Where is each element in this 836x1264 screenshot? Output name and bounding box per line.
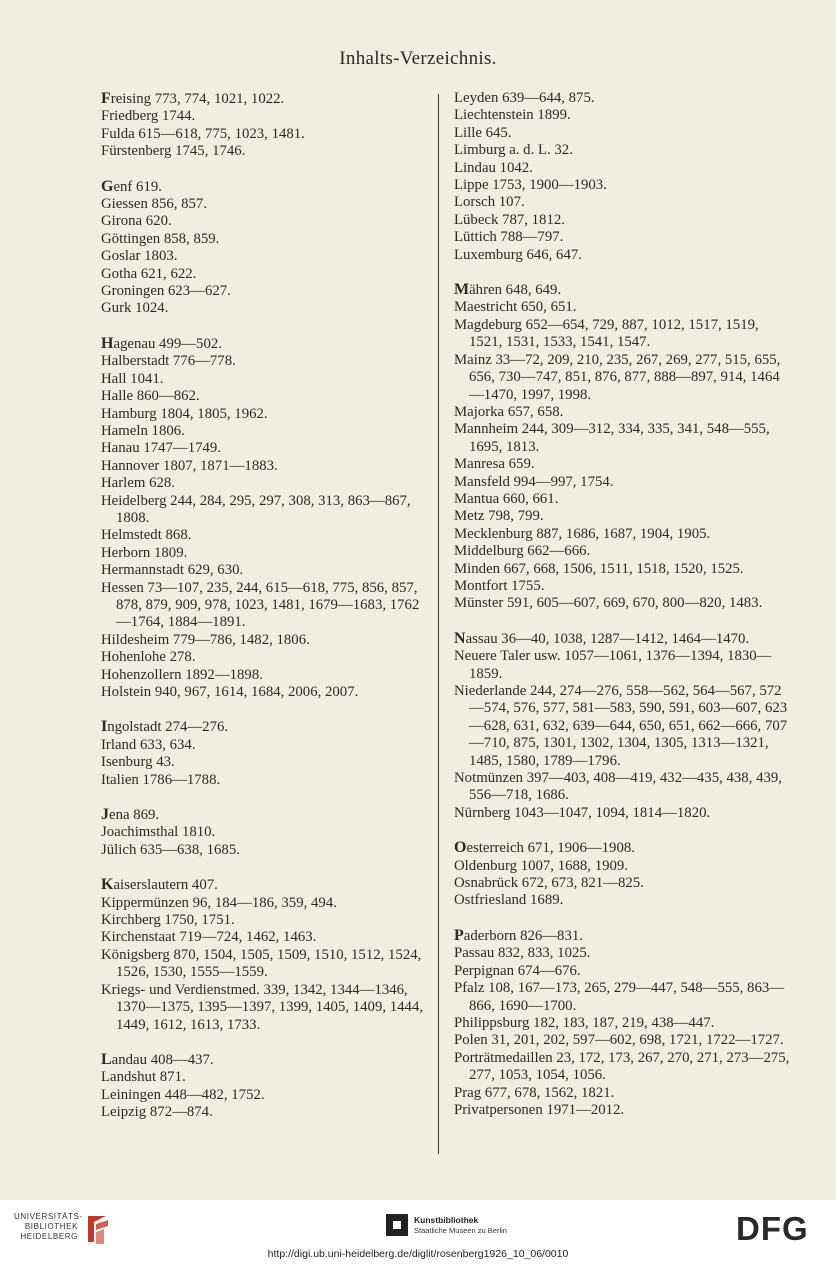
index-group [101,806,426,859]
index-entry [101,178,426,196]
entry-text: Lippe 1753, 1900—1903. [454,177,607,194]
index-entry [101,562,426,579]
entry-text: andau 408—437. [111,1051,214,1068]
index-entry [101,982,426,1034]
index-entry [454,980,794,1015]
initial-letter: I [101,718,108,736]
entry-text: ena 869. [109,807,160,824]
entry-text: ngolstadt 274—276. [107,719,229,736]
library-logo-line: BIBLIOTHEK [24,1222,78,1231]
index-entry [101,143,426,160]
entry-text: Halle 860—862. [101,388,200,405]
entry-text: Notmünzen 397—403, 408—419, 432—435, 438, 439, 556—718, 1686. [454,770,782,804]
index-entry [101,842,426,859]
entry-text: Hohenzollern 1892—1898. [101,666,263,683]
entry-text: Neuere Taler usw. 1057—1061, 1376—1394, 1830—1859. [454,648,772,682]
entry-text: Hessen 73—107, 235, 244, 615—618, 775, 856, 857, 878, 879, 909, 978, 1023, 1481, 1679—1683, 1762—1764, 1884—1891. [101,579,420,631]
entry-text: Hannover 1807, 1871—1883. [101,457,278,474]
initial-letter: H [101,334,114,352]
page-title: Inhalts-Verzeichnis. [339,48,497,69]
entry-text: Lindau 1042. [454,159,533,176]
index-entry [454,839,794,857]
permalink-url[interactable]: http://digi.ub.uni-heidelberg.de/diglit/rosenberg1926_10_06/0010 [267,1248,569,1260]
index-entry [101,406,426,423]
index-entry [454,683,794,770]
entry-text: Leyden 639—644, 875. [454,90,595,106]
entry-text: Italien 1786—1788. [101,771,221,788]
entry-text: Liechtenstein 1899. [454,107,571,124]
index-entry [454,352,794,404]
entry-text: Münster 591, 605—607, 669, 670, 800—820, 1483. [454,595,763,612]
index-entry [454,474,794,491]
index-entry [454,1085,794,1102]
index-entry [454,945,794,962]
entry-text: assau 36—40, 1038, 1287—1412, 1464—1470. [465,630,750,647]
index-entry [101,493,426,528]
index-entry [101,283,426,300]
entry-text: Oldenburg 1007, 1688, 1909. [454,857,628,874]
entry-text: Leipzig 872—874. [101,1104,213,1121]
entry-text: Pfalz 108, 167—173, 265, 279—447, 548—555, 863—866, 1690—1700. [454,980,785,1014]
index-entry [454,508,794,525]
index-group [101,335,426,702]
library-logo[interactable] [14,1212,124,1242]
entry-text: aiserslautern 407. [113,877,218,894]
entry-text: Harlem 628. [101,475,175,492]
entry-text: Lorsch 107. [454,194,525,211]
entry-text: Minden 667, 668, 1506, 1511, 1518, 1520, 1525. [454,560,744,577]
index-entry [454,858,794,875]
index-entry [101,824,426,841]
entry-text: Mannheim 244, 309—312, 334, 335, 341, 548—555, 1695, 1813. [454,421,770,455]
entry-text: Mecklenburg 887, 1686, 1687, 1904, 1905. [454,525,711,542]
index-entry [454,595,794,612]
index-entry [454,125,794,142]
entry-text: Göttingen 858, 859. [101,230,220,247]
index-entry [101,684,426,701]
entry-text: Herborn 1809. [101,544,188,561]
initial-letter: K [101,876,114,894]
index-entry [101,108,426,125]
entry-text: Hermannstadt 629, 630. [101,562,244,579]
index-entry [454,90,794,107]
entry-text: Lüttich 788—797. [454,229,564,246]
index-entry [101,1087,426,1104]
entry-text: Hanau 1747—1749. [101,440,222,457]
entry-text: Giessen 856, 857. [101,196,208,213]
index-entry [454,875,794,892]
index-entry [101,772,426,789]
entry-text: Prag 677, 678, 1562, 1821. [454,1084,615,1101]
library-logo-line: UNIVERSITÄTS- [14,1212,83,1221]
entry-text: Halberstadt 776—778. [101,353,236,370]
entry-text: Porträtmedaillen 23, 172, 173, 267, 270, 271, 273—275, 277, 1053, 1054, 1056. [454,1049,790,1084]
index-group [101,1051,426,1122]
index-entry [454,892,794,909]
entry-text: Gotha 621, 622. [101,265,197,282]
initial-letter: N [454,629,466,647]
index-entry [101,580,426,632]
index-entry [454,456,794,473]
entry-text: Perpignan 674—676. [454,962,581,979]
index-entry [454,543,794,560]
index-entry [454,107,794,124]
entry-text: Gurk 1024. [101,300,169,317]
entry-text: Lille 645. [454,124,512,141]
index-entry [101,737,426,754]
entry-text: Middelburg 662—666. [454,543,591,560]
entry-text: Luxemburg 646, 647. [454,246,582,263]
entry-text: Montfort 1755. [454,577,545,594]
index-entry [101,718,426,736]
index-entry [101,126,426,143]
index-entry [454,229,794,246]
index-group [454,281,794,613]
index-entry [454,160,794,177]
index-entry [454,404,794,421]
index-entry [101,545,426,562]
entry-text: Hamburg 1804, 1805, 1962. [101,405,268,422]
entry-text: Nürnberg 1043—1047, 1094, 1814—1820. [454,804,711,821]
index-entry [101,248,426,265]
index-entry [454,1050,794,1085]
entry-text: Kriegs- und Verdienstmed. 339, 1342, 1344—1346, 1370—1375, 1395—1397, 1399, 1405, 1409, 1444, 1449, 1612, 1613, 1733. [101,981,424,1033]
index-entry [101,876,426,894]
index-entry [101,388,426,405]
index-entry [101,895,426,912]
initial-letter: M [454,281,470,299]
index-entry [454,142,794,159]
viewer-footer [0,1200,836,1264]
index-entry [454,1032,794,1049]
entry-text: Ostfriesland 1689. [454,892,564,909]
index-entry [101,754,426,771]
index-entry [454,561,794,578]
column-divider [438,94,439,1154]
entry-text: Isenburg 43. [101,754,175,771]
index-entry [454,491,794,508]
index-entry [454,1102,794,1119]
index-entry [101,649,426,666]
entry-text: Helmstedt 868. [101,527,192,544]
index-entry [101,1051,426,1069]
entry-text: Niederlande 244, 274—276, 558—562, 564—567, 572—574, 576, 577, 581—583, 590, 591, 603—607, 623—628, 631, 632, 639—644, 650, 651, 662—666, 707—710, 875, 1301, 1302, 1304, 1305, 1313—1321, 1485, 1580, 1789—1796. [454,683,788,769]
index-column-right [454,90,794,1119]
kunstbibliothek-mark-icon [386,1214,408,1236]
kunstbibliothek-title: Kunstbibliothek [414,1215,479,1225]
index-entry [454,212,794,229]
index-entry [454,630,794,648]
entry-text: Groningen 623—627. [101,283,231,300]
library-mark-icon [84,1214,110,1246]
index-entry [454,648,794,683]
entry-text: Holstein 940, 967, 1614, 1684, 2006, 2007. [101,684,359,700]
entry-text: Goslar 1803. [101,248,178,265]
entry-text: Kirchberg 1750, 1751. [101,912,235,929]
index-entry [454,1015,794,1032]
entry-text: Magdeburg 652—654, 729, 887, 1012, 1517, 1519, 1521, 1531, 1533, 1541, 1547. [454,316,759,351]
entry-text: Fürstenberg 1745, 1746. [101,143,246,160]
index-entry [101,475,426,492]
index-entry [101,458,426,475]
index-entry [101,353,426,370]
entry-text: esterreich 671, 1906—1908. [466,840,635,857]
index-entry [101,806,426,824]
index-entry [101,527,426,544]
index-entry [101,266,426,283]
entry-text: Leiningen 448—482, 1752. [101,1086,265,1103]
entry-text: Mantua 660, 661. [454,490,559,507]
entry-text: Maestricht 650, 651. [454,299,577,316]
index-entry [101,196,426,213]
kunstbibliothek-logo[interactable] [386,1214,546,1246]
initial-letter: O [454,839,467,857]
index-entry [101,300,426,317]
index-entry [101,423,426,440]
entry-text: Heidelberg 244, 284, 295, 297, 308, 313, 863—867, 1808. [101,492,411,526]
kunstbibliothek-subtitle: Staatliche Museen zu Berlin [414,1226,507,1235]
entry-text: Mansfeld 994—997, 1754. [454,473,614,490]
entry-text: Philippsburg 182, 183, 187, 219, 438—447. [454,1014,715,1031]
index-entry [101,632,426,649]
index-entry [454,421,794,456]
initial-letter: L [101,1050,112,1068]
index-entry [101,1069,426,1086]
entry-text: Polen 31, 201, 202, 597—602, 698, 1721, 1722—1727. [454,1032,784,1049]
entry-text: Metz 798, 799. [454,508,544,525]
index-entry [454,770,794,805]
library-logo-line: HEIDELBERG [20,1232,78,1241]
index-entry [454,177,794,194]
entry-text: reising 773, 774, 1021, 1022. [110,91,285,107]
entry-text: Osnabrück 672, 673, 821—825. [454,875,644,892]
entry-text: enf 619. [113,178,162,195]
index-entry [454,927,794,945]
initial-letter: P [454,926,464,944]
entry-text: Hohenlohe 278. [101,649,196,666]
index-entry [454,317,794,352]
index-group [101,876,426,1034]
entry-text: Hildesheim 779—786, 1482, 1806. [101,631,310,648]
initial-letter: G [101,177,114,195]
entry-text: Lübeck 787, 1812. [454,211,565,228]
entry-text: Fulda 615—618, 775, 1023, 1481. [101,125,305,142]
entry-text: Joachimsthal 1810. [101,824,216,841]
index-entry [101,929,426,946]
entry-text: Manresa 659. [454,456,535,473]
index-entry [454,963,794,980]
index-entry [454,247,794,264]
index-entry [101,667,426,684]
entry-text: Privatpersonen 1971—2012. [454,1101,625,1118]
entry-text: ähren 648, 649. [469,282,562,299]
index-column-left [101,90,426,1122]
entry-text: agenau 499—502. [113,335,222,352]
index-group [454,927,794,1119]
entry-text: Mainz 33—72, 209, 210, 235, 267, 269, 277, 515, 655, 656, 730—747, 851, 876, 877, 888—897, 914, 1464—1470, 1997, 1998. [454,351,781,403]
index-entry [454,194,794,211]
index-entry [101,912,426,929]
entry-text: Majorka 657, 658. [454,403,564,420]
entry-text: Kirchenstaat 719—724, 1462, 1463. [101,929,317,946]
index-entry [454,281,794,299]
index-entry [454,299,794,316]
entry-text: Jülich 635—638, 1685. [101,841,240,858]
entry-text: Irland 633, 634. [101,736,196,753]
index-entry [101,947,426,982]
index-entry [454,526,794,543]
entry-text: Limburg a. d. L. 32. [454,142,573,159]
index-entry [101,90,426,108]
index-entry [101,213,426,230]
index-entry [454,805,794,822]
index-entry [101,371,426,388]
index-group [101,90,426,161]
entry-text: Passau 832, 833, 1025. [454,945,591,962]
entry-text: Girona 620. [101,213,172,230]
index-entry [454,578,794,595]
index-entry [101,335,426,353]
index-entry [101,440,426,457]
index-group [101,718,426,789]
initial-letter: F [101,90,111,107]
entry-text: Kippermünzen 96, 184—186, 359, 494. [101,894,337,911]
index-group [101,178,426,318]
entry-text: aderborn 826—831. [463,927,583,944]
index-entry [101,1104,426,1121]
entry-text: Hall 1041. [101,370,164,387]
entry-text: Friedberg 1744. [101,108,196,125]
index-group [454,90,794,264]
index-entry [101,231,426,248]
initial-letter: J [101,806,109,824]
entry-text: Landshut 871. [101,1069,186,1086]
index-group [454,630,794,822]
entry-text: Königsberg 870, 1504, 1505, 1509, 1510, 1512, 1524, 1526, 1530, 1555—1559. [101,946,422,981]
entry-text: Hameln 1806. [101,422,185,439]
dfg-logo[interactable]: DFG [736,1210,809,1247]
index-group [454,839,794,910]
